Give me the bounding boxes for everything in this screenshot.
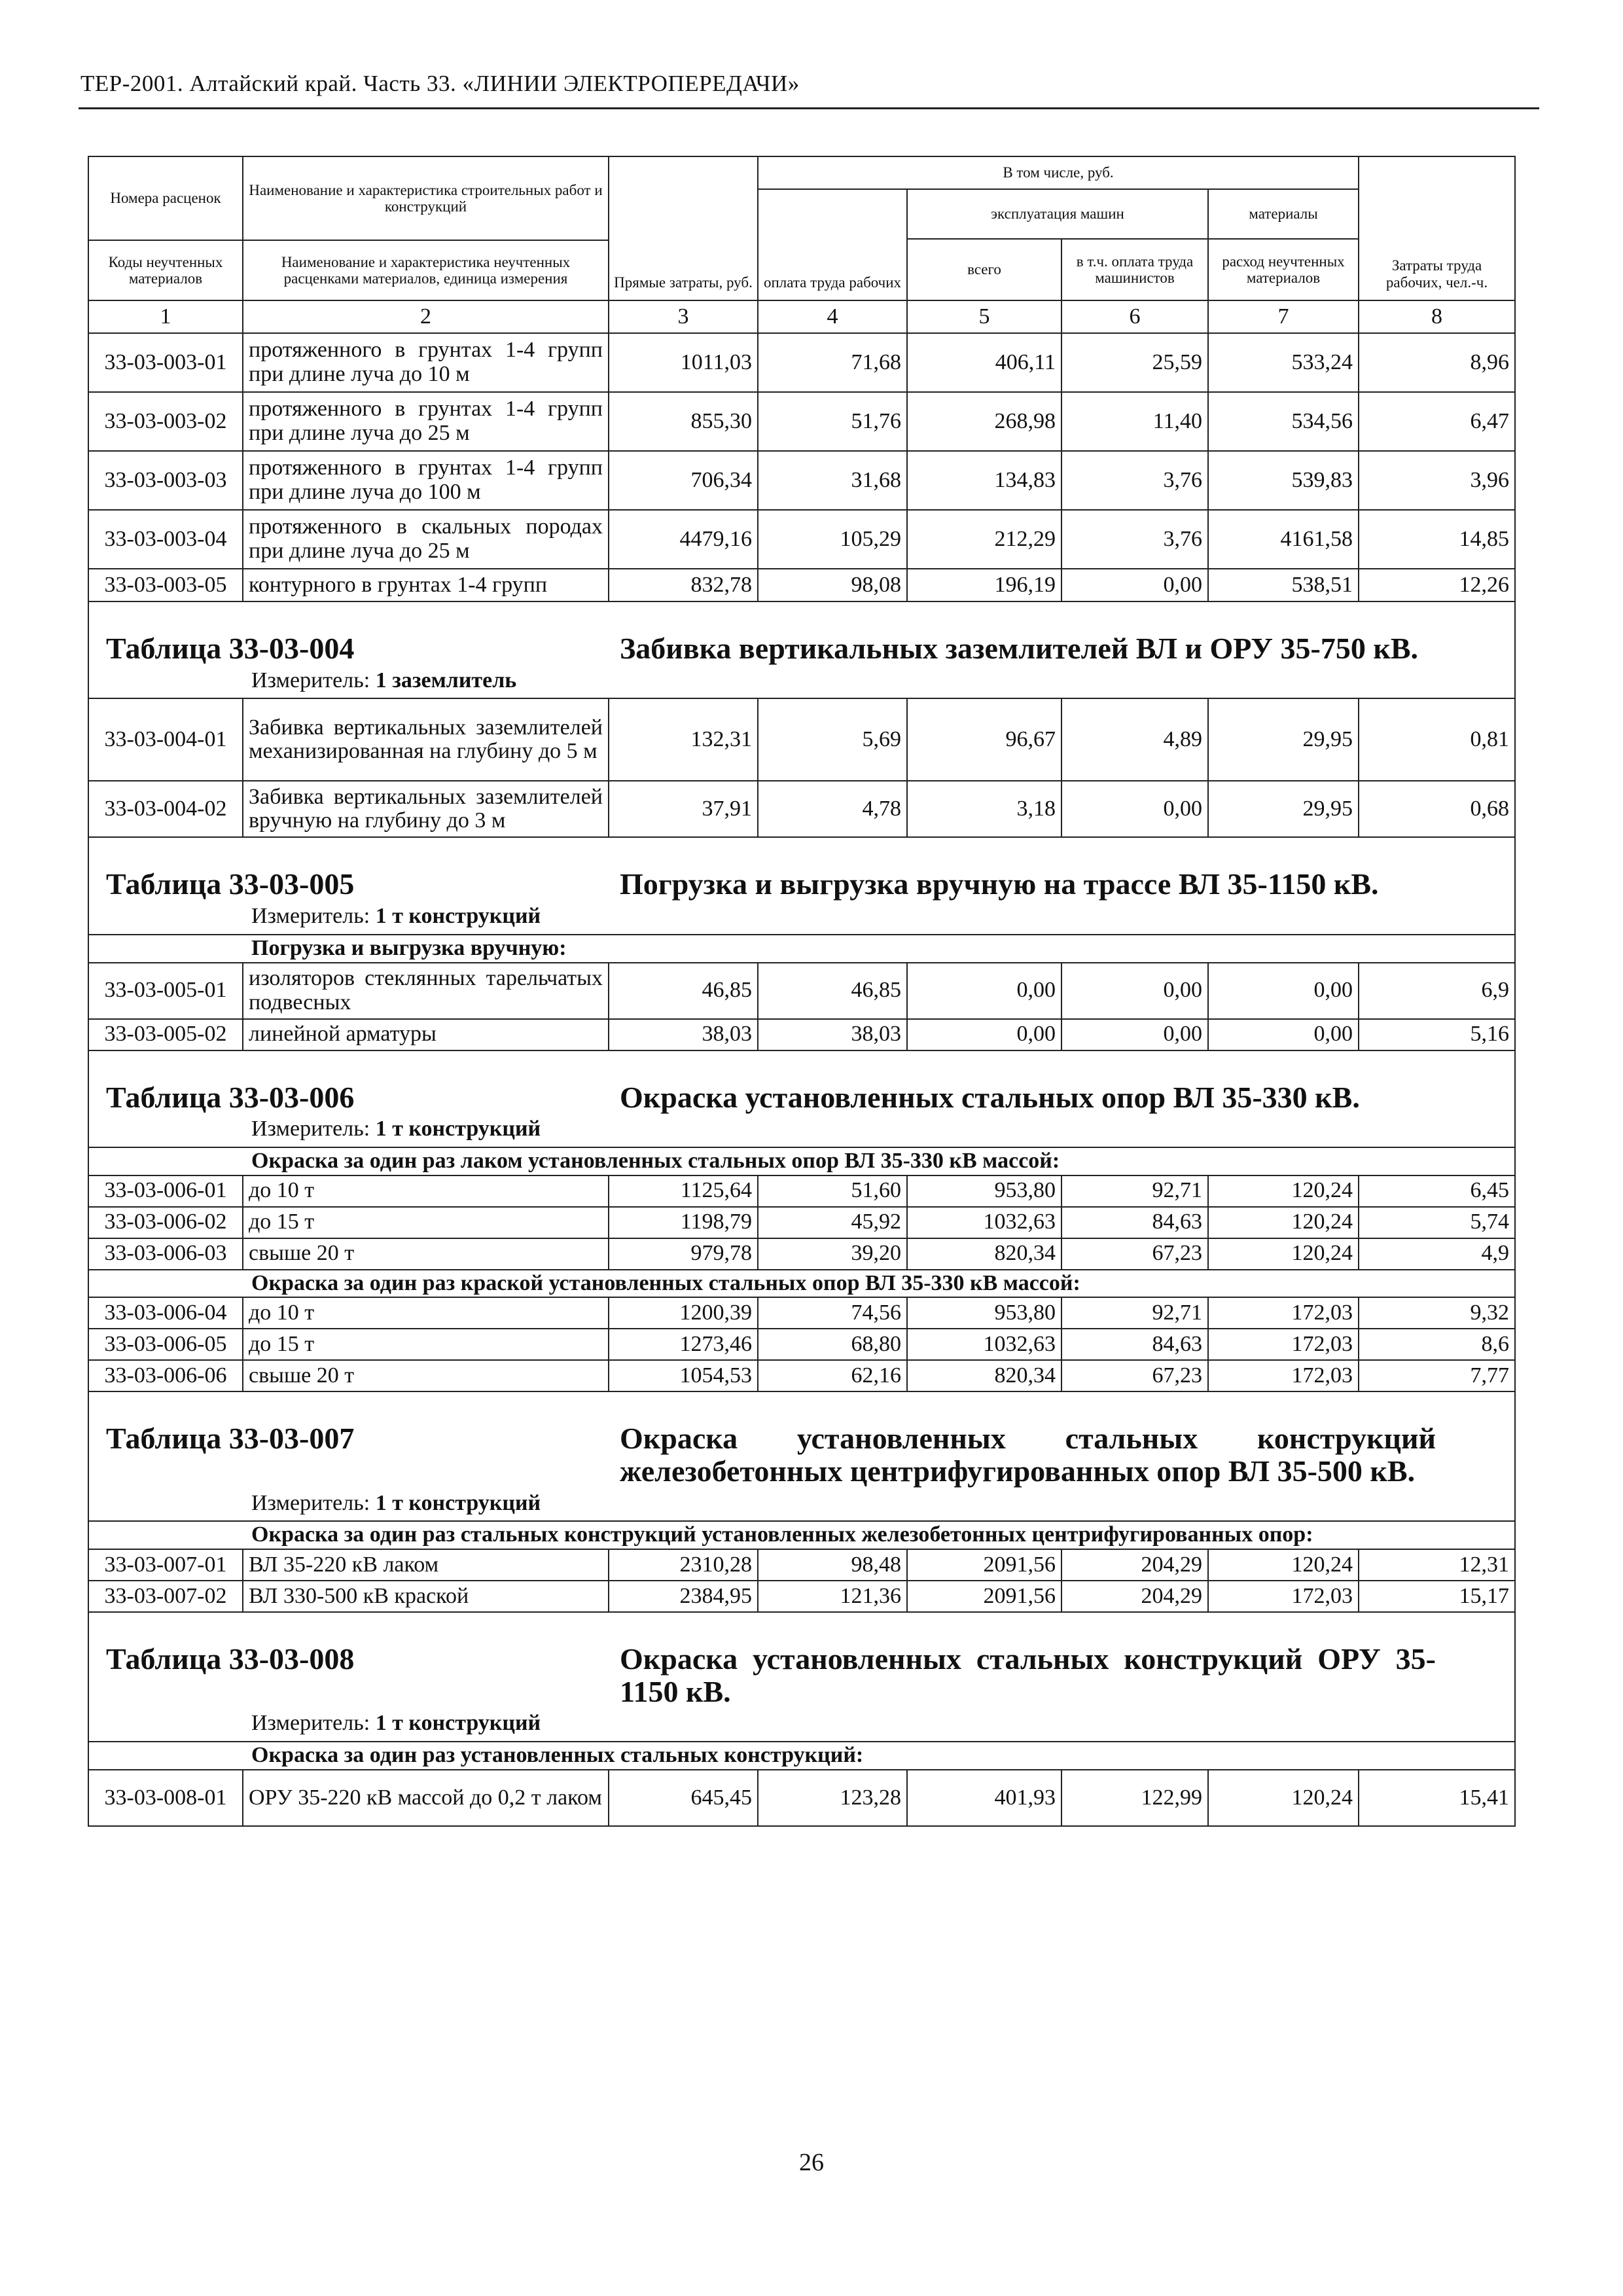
- machinist-pay-value: 92,71: [1061, 1175, 1208, 1207]
- machines-total-value: 1032,63: [907, 1207, 1061, 1238]
- group-heading: Окраска за один раз стальных конструкций установленных железобетонных центрифугированных опор:: [88, 1521, 1515, 1549]
- col-machinist-pay: в т.ч. оплата труда машинистов: [1061, 239, 1208, 300]
- machines-total-value: 0,00: [907, 963, 1061, 1019]
- materials-value: 172,03: [1208, 1329, 1359, 1360]
- section-title: Окраска установленных стальных конструкций железобетонных центрифугированных опор ВЛ 35-500 кВ.: [620, 1422, 1436, 1488]
- labor-pay-value: 98,48: [758, 1549, 907, 1581]
- section-title: Окраска установленных стальных опор ВЛ 35-330 кВ.: [620, 1080, 1360, 1114]
- table-row: [88, 963, 1515, 1019]
- machinist-pay-value: 3,76: [1061, 510, 1208, 569]
- group-heading: Погрузка и выгрузка вручную:: [88, 935, 1515, 963]
- machinist-pay-value: 204,29: [1061, 1581, 1208, 1612]
- labor-costs-value: 12,26: [1359, 569, 1515, 601]
- direct-costs-value: 645,45: [609, 1770, 758, 1826]
- group-heading-row: [88, 1742, 1515, 1770]
- col-labor-pay: оплата труда рабочих: [758, 189, 907, 300]
- materials-value: 0,00: [1208, 1019, 1359, 1050]
- table-row: [88, 1207, 1515, 1238]
- meter-row: [88, 905, 1515, 935]
- rate-code: 33-03-003-04: [88, 510, 243, 569]
- labor-costs-value: 14,85: [1359, 510, 1515, 569]
- col-name-materials: Наименование и характеристика неучтенных расценками материалов, единица измерения: [243, 240, 609, 300]
- direct-costs-value: 706,34: [609, 451, 758, 510]
- labor-costs-value: 15,41: [1359, 1770, 1515, 1826]
- labor-costs-value: 6,47: [1359, 392, 1515, 451]
- table-row: [88, 1329, 1515, 1360]
- table-row: [88, 1549, 1515, 1581]
- rate-code: 33-03-006-03: [88, 1238, 243, 1270]
- meter-label: Измеритель:: [251, 668, 370, 692]
- meter-value: 1 т конструкций: [375, 1491, 541, 1515]
- section-title: Окраска установленных стальных конструкций ОРУ 35-1150 кВ.: [620, 1642, 1436, 1708]
- work-name: свыше 20 т: [243, 1360, 609, 1391]
- meter-value: 1 т конструкций: [375, 905, 541, 929]
- materials-value: 120,24: [1208, 1770, 1359, 1826]
- labor-pay-value: 123,28: [758, 1770, 907, 1826]
- rate-code: 33-03-007-01: [88, 1549, 243, 1581]
- table-row: [88, 1175, 1515, 1207]
- rate-code: 33-03-007-02: [88, 1581, 243, 1612]
- machinist-pay-value: 67,23: [1061, 1360, 1208, 1391]
- group-heading-row: [88, 1521, 1515, 1549]
- table-row: [88, 451, 1515, 510]
- labor-pay-value: 51,76: [758, 392, 907, 451]
- machinist-pay-value: 3,76: [1061, 451, 1208, 510]
- machinist-pay-value: 204,29: [1061, 1549, 1208, 1581]
- labor-costs-value: 6,45: [1359, 1175, 1515, 1207]
- materials-value: 29,95: [1208, 698, 1359, 781]
- work-name: протяженного в скальных породах при длине луча до 25 м: [243, 510, 609, 569]
- meter-label: Измеритель:: [251, 1491, 370, 1515]
- rate-code: 33-03-006-05: [88, 1329, 243, 1360]
- column-number: 5: [907, 300, 1061, 333]
- work-name: протяженного в грунтах 1-4 групп при длине луча до 100 м: [243, 451, 609, 510]
- column-number: 2: [243, 300, 609, 333]
- column-number: 4: [758, 300, 907, 333]
- column-number: 6: [1061, 300, 1208, 333]
- machines-total-value: 820,34: [907, 1238, 1061, 1270]
- machines-total-value: 3,18: [907, 781, 1061, 837]
- work-name: протяженного в грунтах 1-4 групп при длине луча до 25 м: [243, 392, 609, 451]
- machines-total-value: 134,83: [907, 451, 1061, 510]
- direct-costs-value: 1273,46: [609, 1329, 758, 1360]
- materials-value: 29,95: [1208, 781, 1359, 837]
- labor-pay-value: 5,69: [758, 698, 907, 781]
- labor-costs-value: 0,81: [1359, 698, 1515, 781]
- table-row: [88, 1238, 1515, 1270]
- rate-code: 33-03-003-05: [88, 569, 243, 601]
- rate-code: 33-03-004-02: [88, 781, 243, 837]
- group-heading: Окраска за один раз установленных стальных конструкций:: [88, 1742, 1515, 1770]
- materials-value: 4161,58: [1208, 510, 1359, 569]
- labor-pay-value: 121,36: [758, 1581, 907, 1612]
- table-row: [88, 510, 1515, 569]
- col-direct-costs: Прямые затраты, руб.: [609, 156, 758, 300]
- materials-value: 539,83: [1208, 451, 1359, 510]
- materials-value: 533,24: [1208, 333, 1359, 392]
- labor-pay-value: 38,03: [758, 1019, 907, 1050]
- meter-label: Измеритель:: [251, 1712, 370, 1736]
- group-heading-row: [88, 1147, 1515, 1175]
- labor-costs-value: 8,6: [1359, 1329, 1515, 1360]
- rate-code: 33-03-003-03: [88, 451, 243, 510]
- direct-costs-value: 1125,64: [609, 1175, 758, 1207]
- labor-costs-value: 5,16: [1359, 1019, 1515, 1050]
- rate-code: 33-03-006-01: [88, 1175, 243, 1207]
- machinist-pay-value: 0,00: [1061, 569, 1208, 601]
- col-labor-costs: Затраты труда рабочих, чел.-ч.: [1359, 156, 1515, 300]
- materials-value: 172,03: [1208, 1297, 1359, 1329]
- section-heading: [88, 601, 1515, 669]
- work-name: Забивка вертикальных заземлителей вручную на глубину до 3 м: [243, 781, 609, 837]
- labor-pay-value: 62,16: [758, 1360, 907, 1391]
- meter-label: Измеритель:: [251, 1117, 370, 1141]
- work-name: линейной арматуры: [243, 1019, 609, 1050]
- materials-value: 172,03: [1208, 1581, 1359, 1612]
- meter-value: 1 т конструкций: [375, 1117, 541, 1141]
- direct-costs-value: 2384,95: [609, 1581, 758, 1612]
- work-name: до 15 т: [243, 1207, 609, 1238]
- direct-costs-value: 132,31: [609, 698, 758, 781]
- col-name: Наименование и характеристика строительных работ и конструкций: [243, 156, 609, 240]
- machines-total-value: 196,19: [907, 569, 1061, 601]
- col-machines: эксплуатация машин: [907, 189, 1208, 239]
- labor-costs-value: 15,17: [1359, 1581, 1515, 1612]
- labor-costs-value: 12,31: [1359, 1549, 1515, 1581]
- materials-value: 172,03: [1208, 1360, 1359, 1391]
- machines-total-value: 212,29: [907, 510, 1061, 569]
- meter-row: [88, 1117, 1515, 1147]
- machinist-pay-value: 0,00: [1061, 781, 1208, 837]
- direct-costs-value: 38,03: [609, 1019, 758, 1050]
- col-rate-numbers: Номера расценок: [88, 156, 243, 240]
- rate-code: 33-03-006-06: [88, 1360, 243, 1391]
- meter-row: [88, 1712, 1515, 1742]
- section-id: Таблица 33-03-005: [106, 867, 355, 901]
- labor-costs-value: 0,68: [1359, 781, 1515, 837]
- column-number: 8: [1359, 300, 1515, 333]
- col-material-codes: Коды неучтенных материалов: [88, 240, 243, 300]
- section-id: Таблица 33-03-008: [106, 1642, 355, 1676]
- materials-value: 0,00: [1208, 963, 1359, 1019]
- work-name: до 10 т: [243, 1297, 609, 1329]
- col-machines-total: всего: [907, 239, 1061, 300]
- table-row: [88, 1360, 1515, 1391]
- work-name: ВЛ 35-220 кВ лаком: [243, 1549, 609, 1581]
- rate-code: 33-03-005-02: [88, 1019, 243, 1050]
- machinist-pay-value: 0,00: [1061, 963, 1208, 1019]
- work-name: Забивка вертикальных заземлителей механизированная на глубину до 5 м: [243, 698, 609, 781]
- rate-code: 33-03-003-02: [88, 392, 243, 451]
- work-name: свыше 20 т: [243, 1238, 609, 1270]
- machines-total-value: 820,34: [907, 1360, 1061, 1391]
- direct-costs-value: 1200,39: [609, 1297, 758, 1329]
- work-name: контурного в грунтах 1-4 групп: [243, 569, 609, 601]
- machines-total-value: 0,00: [907, 1019, 1061, 1050]
- rate-code: 33-03-003-01: [88, 333, 243, 392]
- page-header: ТЕР-2001. Алтайский край. Часть 33. «ЛИНИИ ЭЛЕКТРОПЕРЕДАЧИ»: [80, 71, 800, 96]
- direct-costs-value: 1054,53: [609, 1360, 758, 1391]
- direct-costs-value: 1011,03: [609, 333, 758, 392]
- materials-value: 120,24: [1208, 1175, 1359, 1207]
- machinist-pay-value: 4,89: [1061, 698, 1208, 781]
- machines-total-value: 2091,56: [907, 1549, 1061, 1581]
- materials-value: 120,24: [1208, 1238, 1359, 1270]
- machines-total-value: 401,93: [907, 1770, 1061, 1826]
- meter-row: [88, 1492, 1515, 1522]
- column-number: 7: [1208, 300, 1359, 333]
- labor-pay-value: 105,29: [758, 510, 907, 569]
- machinist-pay-value: 0,00: [1061, 1019, 1208, 1050]
- section-id: Таблица 33-03-006: [106, 1080, 355, 1114]
- labor-costs-value: 5,74: [1359, 1207, 1515, 1238]
- labor-costs-value: 7,77: [1359, 1360, 1515, 1391]
- rate-code: 33-03-005-01: [88, 963, 243, 1019]
- meter-label: Измеритель:: [251, 905, 370, 929]
- machines-total-value: 953,80: [907, 1297, 1061, 1329]
- machinist-pay-value: 25,59: [1061, 333, 1208, 392]
- direct-costs-value: 4479,16: [609, 510, 758, 569]
- labor-pay-value: 51,60: [758, 1175, 907, 1207]
- work-name: протяженного в грунтах 1-4 групп при длине луча до 10 м: [243, 333, 609, 392]
- table-row: [88, 698, 1515, 781]
- materials-value: 120,24: [1208, 1549, 1359, 1581]
- labor-costs-value: 9,32: [1359, 1297, 1515, 1329]
- labor-pay-value: 98,08: [758, 569, 907, 601]
- rate-code: 33-03-004-01: [88, 698, 243, 781]
- section-heading: [88, 1391, 1515, 1491]
- section-heading: [88, 1612, 1515, 1712]
- labor-costs-value: 4,9: [1359, 1238, 1515, 1270]
- table-row: [88, 1019, 1515, 1050]
- meter-value: 1 заземлитель: [375, 668, 517, 692]
- machines-total-value: 953,80: [907, 1175, 1061, 1207]
- materials-value: 120,24: [1208, 1207, 1359, 1238]
- group-heading: Окраска за один раз лаком установленных стальных опор ВЛ 35-330 кВ массой:: [88, 1147, 1515, 1175]
- col-materials-unaccounted: расход неучтенных материалов: [1208, 239, 1359, 300]
- direct-costs-value: 832,78: [609, 569, 758, 601]
- section-heading: [88, 837, 1515, 905]
- labor-pay-value: 39,20: [758, 1238, 907, 1270]
- column-number: 1: [88, 300, 243, 333]
- direct-costs-value: 46,85: [609, 963, 758, 1019]
- direct-costs-value: 1198,79: [609, 1207, 758, 1238]
- table-row: [88, 781, 1515, 837]
- machines-total-value: 406,11: [907, 333, 1061, 392]
- section-id: Таблица 33-03-007: [106, 1422, 355, 1456]
- machines-total-value: 2091,56: [907, 1581, 1061, 1612]
- machinist-pay-value: 84,63: [1061, 1207, 1208, 1238]
- meter-row: [88, 669, 1515, 699]
- machines-total-value: 1032,63: [907, 1329, 1061, 1360]
- materials-value: 534,56: [1208, 392, 1359, 451]
- table-row: [88, 569, 1515, 601]
- direct-costs-value: 855,30: [609, 392, 758, 451]
- rate-code: 33-03-008-01: [88, 1770, 243, 1826]
- direct-costs-value: 2310,28: [609, 1549, 758, 1581]
- col-materials: материалы: [1208, 189, 1359, 239]
- work-name: до 15 т: [243, 1329, 609, 1360]
- meter-value: 1 т конструкций: [375, 1712, 541, 1736]
- section-heading: [88, 1050, 1515, 1118]
- labor-pay-value: 31,68: [758, 451, 907, 510]
- labor-pay-value: 71,68: [758, 333, 907, 392]
- direct-costs-value: 979,78: [609, 1238, 758, 1270]
- materials-value: 538,51: [1208, 569, 1359, 601]
- rate-code: 33-03-006-02: [88, 1207, 243, 1238]
- work-name: ВЛ 330-500 кВ краской: [243, 1581, 609, 1612]
- direct-costs-value: 37,91: [609, 781, 758, 837]
- machinist-pay-value: 67,23: [1061, 1238, 1208, 1270]
- table-row: [88, 333, 1515, 392]
- work-name: до 10 т: [243, 1175, 609, 1207]
- machines-total-value: 268,98: [907, 392, 1061, 451]
- table-row: [88, 1581, 1515, 1612]
- labor-costs-value: 8,96: [1359, 333, 1515, 392]
- section-title: Забивка вертикальных заземлителей ВЛ и ОРУ 35-750 кВ.: [620, 632, 1419, 665]
- machinist-pay-value: 92,71: [1061, 1297, 1208, 1329]
- group-heading: Окраска за один раз краской установленных стальных опор ВЛ 35-330 кВ массой:: [88, 1270, 1515, 1298]
- labor-pay-value: 4,78: [758, 781, 907, 837]
- table-row: [88, 1297, 1515, 1329]
- col-including: В том числе, руб.: [758, 156, 1359, 189]
- table-row: [88, 1770, 1515, 1826]
- rate-code: 33-03-006-04: [88, 1297, 243, 1329]
- group-heading-row: [88, 935, 1515, 963]
- labor-pay-value: 74,56: [758, 1297, 907, 1329]
- section-id: Таблица 33-03-004: [106, 632, 355, 665]
- column-number: 3: [609, 300, 758, 333]
- work-name: ОРУ 35-220 кВ массой до 0,2 т лаком: [243, 1770, 609, 1826]
- table-row: [88, 392, 1515, 451]
- section-title: Погрузка и выгрузка вручную на трассе ВЛ 35-1150 кВ.: [620, 867, 1379, 901]
- machines-total-value: 96,67: [907, 698, 1061, 781]
- labor-costs-value: 3,96: [1359, 451, 1515, 510]
- machinist-pay-value: 84,63: [1061, 1329, 1208, 1360]
- rates-table: [88, 156, 1516, 1827]
- header-rule: [79, 107, 1539, 109]
- labor-pay-value: 46,85: [758, 963, 907, 1019]
- machinist-pay-value: 11,40: [1061, 392, 1208, 451]
- labor-costs-value: 6,9: [1359, 963, 1515, 1019]
- machinist-pay-value: 122,99: [1061, 1770, 1208, 1826]
- page-number: 26: [799, 2149, 824, 2176]
- group-heading-row: [88, 1270, 1515, 1298]
- labor-pay-value: 45,92: [758, 1207, 907, 1238]
- labor-pay-value: 68,80: [758, 1329, 907, 1360]
- work-name: изоляторов стеклянных тарельчатых подвесных: [243, 963, 609, 1019]
